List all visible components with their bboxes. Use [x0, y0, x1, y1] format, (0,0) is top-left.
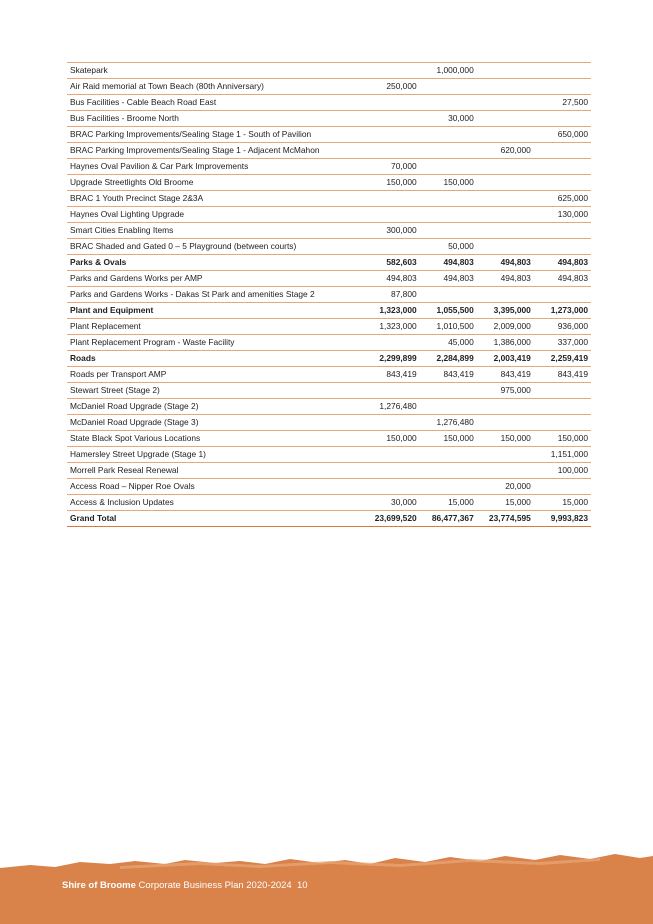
- amount-cell: 150,000: [420, 175, 477, 191]
- amount-cell: 15,000: [534, 495, 591, 511]
- table-row: [67, 399, 591, 415]
- amount-cell: 2,299,899: [363, 351, 420, 367]
- row-label: Grand Total: [67, 511, 363, 527]
- amount-cell: [363, 127, 420, 143]
- amount-cell: [363, 95, 420, 111]
- amount-cell: [363, 111, 420, 127]
- amount-cell: [477, 191, 534, 207]
- table-row: [67, 415, 591, 431]
- amount-cell: 70,000: [363, 159, 420, 175]
- table-row: [67, 495, 591, 511]
- footer-caption: [62, 880, 308, 891]
- table-row: [67, 463, 591, 479]
- row-label: BRAC Parking Improvements/Sealing Stage 1 - South of Pavilion: [67, 127, 363, 143]
- amount-cell: 975,000: [477, 383, 534, 399]
- amount-cell: [420, 383, 477, 399]
- amount-cell: 250,000: [363, 79, 420, 95]
- amount-cell: 100,000: [534, 463, 591, 479]
- amount-cell: [420, 287, 477, 303]
- table-row: [67, 335, 591, 351]
- amount-cell: 1,273,000: [534, 303, 591, 319]
- amount-cell: 1,151,000: [534, 447, 591, 463]
- amount-cell: [477, 175, 534, 191]
- amount-cell: [477, 223, 534, 239]
- amount-cell: [477, 447, 534, 463]
- table-row: [67, 223, 591, 239]
- amount-cell: 150,000: [420, 431, 477, 447]
- table-row: [67, 175, 591, 191]
- amount-cell: 1,386,000: [477, 335, 534, 351]
- table-subtotal-row: [67, 303, 591, 319]
- amount-cell: [363, 447, 420, 463]
- amount-cell: [363, 335, 420, 351]
- amount-cell: 1,000,000: [420, 63, 477, 79]
- amount-cell: [477, 111, 534, 127]
- amount-cell: [420, 143, 477, 159]
- amount-cell: 1,055,500: [420, 303, 477, 319]
- amount-cell: [534, 175, 591, 191]
- amount-cell: 494,803: [363, 271, 420, 287]
- table-row: [67, 159, 591, 175]
- amount-cell: [534, 415, 591, 431]
- row-label: Smart Cities Enabling Items: [67, 223, 363, 239]
- table-row: [67, 111, 591, 127]
- amount-cell: 23,774,595: [477, 511, 534, 527]
- table-row: [67, 383, 591, 399]
- footer-doc-title: Corporate Business Plan 2020-2024: [138, 880, 292, 891]
- row-label: Roads per Transport AMP: [67, 367, 363, 383]
- row-label: Bus Facilities - Broome North: [67, 111, 363, 127]
- amount-cell: [363, 415, 420, 431]
- amount-cell: 843,419: [420, 367, 477, 383]
- amount-cell: 23,699,520: [363, 511, 420, 527]
- table-row: [67, 127, 591, 143]
- table-subtotal-row: [67, 351, 591, 367]
- table-row: [67, 367, 591, 383]
- amount-cell: [534, 63, 591, 79]
- amount-cell: [477, 399, 534, 415]
- row-label: Hamersley Street Upgrade (Stage 1): [67, 447, 363, 463]
- amount-cell: [420, 95, 477, 111]
- amount-cell: 843,419: [363, 367, 420, 383]
- amount-cell: 2,009,000: [477, 319, 534, 335]
- amount-cell: 30,000: [363, 495, 420, 511]
- amount-cell: 15,000: [477, 495, 534, 511]
- amount-cell: [534, 143, 591, 159]
- amount-cell: [534, 223, 591, 239]
- table-row: [67, 191, 591, 207]
- amount-cell: [477, 159, 534, 175]
- amount-cell: 3,395,000: [477, 303, 534, 319]
- amount-cell: 494,803: [477, 271, 534, 287]
- amount-cell: 150,000: [477, 431, 534, 447]
- table-row: [67, 287, 591, 303]
- row-label: Roads: [67, 351, 363, 367]
- row-label: Plant Replacement Program - Waste Facility: [67, 335, 363, 351]
- amount-cell: [363, 191, 420, 207]
- row-label: McDaniel Road Upgrade (Stage 2): [67, 399, 363, 415]
- amount-cell: [477, 239, 534, 255]
- amount-cell: 30,000: [420, 111, 477, 127]
- amount-cell: 130,000: [534, 207, 591, 223]
- table-row: [67, 79, 591, 95]
- amount-cell: [534, 399, 591, 415]
- row-label: BRAC Shaded and Gated 0 – 5 Playground (between courts): [67, 239, 363, 255]
- row-label: BRAC 1 Youth Precinct Stage 2&3A: [67, 191, 363, 207]
- amount-cell: 45,000: [420, 335, 477, 351]
- amount-cell: [534, 111, 591, 127]
- row-label: Stewart Street (Stage 2): [67, 383, 363, 399]
- footer-page-number: 10: [296, 880, 308, 891]
- amount-cell: [363, 463, 420, 479]
- amount-cell: 494,803: [534, 255, 591, 271]
- row-label: BRAC Parking Improvements/Sealing Stage 1 - Adjacent McMahon: [67, 143, 363, 159]
- amount-cell: [420, 223, 477, 239]
- row-label: Upgrade Streetlights Old Broome: [67, 175, 363, 191]
- amount-cell: [363, 63, 420, 79]
- amount-cell: 494,803: [420, 271, 477, 287]
- row-label: McDaniel Road Upgrade (Stage 3): [67, 415, 363, 431]
- table-row: [67, 447, 591, 463]
- table-row: [67, 207, 591, 223]
- amount-cell: 50,000: [420, 239, 477, 255]
- amount-cell: 2,259,419: [534, 351, 591, 367]
- amount-cell: [420, 127, 477, 143]
- amount-cell: [420, 399, 477, 415]
- amount-cell: 494,803: [477, 255, 534, 271]
- amount-cell: [534, 479, 591, 495]
- row-label: Parks and Gardens Works - Dakas St Park and amenities Stage 2: [67, 287, 363, 303]
- row-label: Access Road – Nipper Roe Ovals: [67, 479, 363, 495]
- row-label: Plant Replacement: [67, 319, 363, 335]
- amount-cell: [363, 207, 420, 223]
- row-label: Access & Inclusion Updates: [67, 495, 363, 511]
- amount-cell: 843,419: [477, 367, 534, 383]
- amount-cell: 625,000: [534, 191, 591, 207]
- table-row: [67, 431, 591, 447]
- amount-cell: 494,803: [420, 255, 477, 271]
- amount-cell: 936,000: [534, 319, 591, 335]
- amount-cell: [477, 127, 534, 143]
- amount-cell: [534, 383, 591, 399]
- amount-cell: [420, 463, 477, 479]
- table-subtotal-row: [67, 511, 591, 527]
- amount-cell: [420, 79, 477, 95]
- amount-cell: [363, 143, 420, 159]
- amount-cell: [363, 479, 420, 495]
- budget-table: [67, 62, 591, 527]
- footer-org-name: Shire of Broome: [62, 880, 136, 891]
- row-label: State Black Spot Various Locations: [67, 431, 363, 447]
- amount-cell: 620,000: [477, 143, 534, 159]
- amount-cell: 1,276,480: [363, 399, 420, 415]
- amount-cell: [477, 207, 534, 223]
- amount-cell: [534, 159, 591, 175]
- row-label: Plant and Equipment: [67, 303, 363, 319]
- amount-cell: [420, 191, 477, 207]
- amount-cell: [534, 287, 591, 303]
- amount-cell: 87,800: [363, 287, 420, 303]
- row-label: Haynes Oval Lighting Upgrade: [67, 207, 363, 223]
- amount-cell: [534, 79, 591, 95]
- table-row: [67, 239, 591, 255]
- table-body: [67, 63, 591, 527]
- amount-cell: [477, 287, 534, 303]
- amount-cell: [477, 79, 534, 95]
- row-label: Parks & Ovals: [67, 255, 363, 271]
- amount-cell: 2,284,899: [420, 351, 477, 367]
- amount-cell: 337,000: [534, 335, 591, 351]
- amount-cell: [534, 239, 591, 255]
- amount-cell: 494,803: [534, 271, 591, 287]
- amount-cell: [420, 479, 477, 495]
- amount-cell: 20,000: [477, 479, 534, 495]
- amount-cell: 150,000: [363, 175, 420, 191]
- amount-cell: [420, 447, 477, 463]
- row-label: Air Raid memorial at Town Beach (80th Anniversary): [67, 79, 363, 95]
- table-subtotal-row: [67, 255, 591, 271]
- row-label: Haynes Oval Pavilion & Car Park Improvements: [67, 159, 363, 175]
- amount-cell: [477, 63, 534, 79]
- amount-cell: 1,276,480: [420, 415, 477, 431]
- amount-cell: [477, 95, 534, 111]
- amount-cell: 9,993,823: [534, 511, 591, 527]
- row-label: Parks and Gardens Works per AMP: [67, 271, 363, 287]
- amount-cell: 2,003,419: [477, 351, 534, 367]
- amount-cell: 150,000: [534, 431, 591, 447]
- table-row: [67, 95, 591, 111]
- row-label: Morrell Park Reseal Renewal: [67, 463, 363, 479]
- row-label: Bus Facilities - Cable Beach Road East: [67, 95, 363, 111]
- amount-cell: 150,000: [363, 431, 420, 447]
- amount-cell: 1,323,000: [363, 319, 420, 335]
- amount-cell: 650,000: [534, 127, 591, 143]
- amount-cell: [420, 159, 477, 175]
- amount-cell: 1,010,500: [420, 319, 477, 335]
- table-row: [67, 143, 591, 159]
- amount-cell: [477, 415, 534, 431]
- table-row: [67, 63, 591, 79]
- amount-cell: 15,000: [420, 495, 477, 511]
- amount-cell: [477, 463, 534, 479]
- amount-cell: 1,323,000: [363, 303, 420, 319]
- amount-cell: [420, 207, 477, 223]
- table-row: [67, 319, 591, 335]
- amount-cell: 843,419: [534, 367, 591, 383]
- amount-cell: 27,500: [534, 95, 591, 111]
- amount-cell: 582,603: [363, 255, 420, 271]
- amount-cell: 300,000: [363, 223, 420, 239]
- row-label: Skatepark: [67, 63, 363, 79]
- amount-cell: [363, 239, 420, 255]
- table-row: [67, 479, 591, 495]
- table-row: [67, 271, 591, 287]
- amount-cell: [363, 383, 420, 399]
- amount-cell: 86,477,367: [420, 511, 477, 527]
